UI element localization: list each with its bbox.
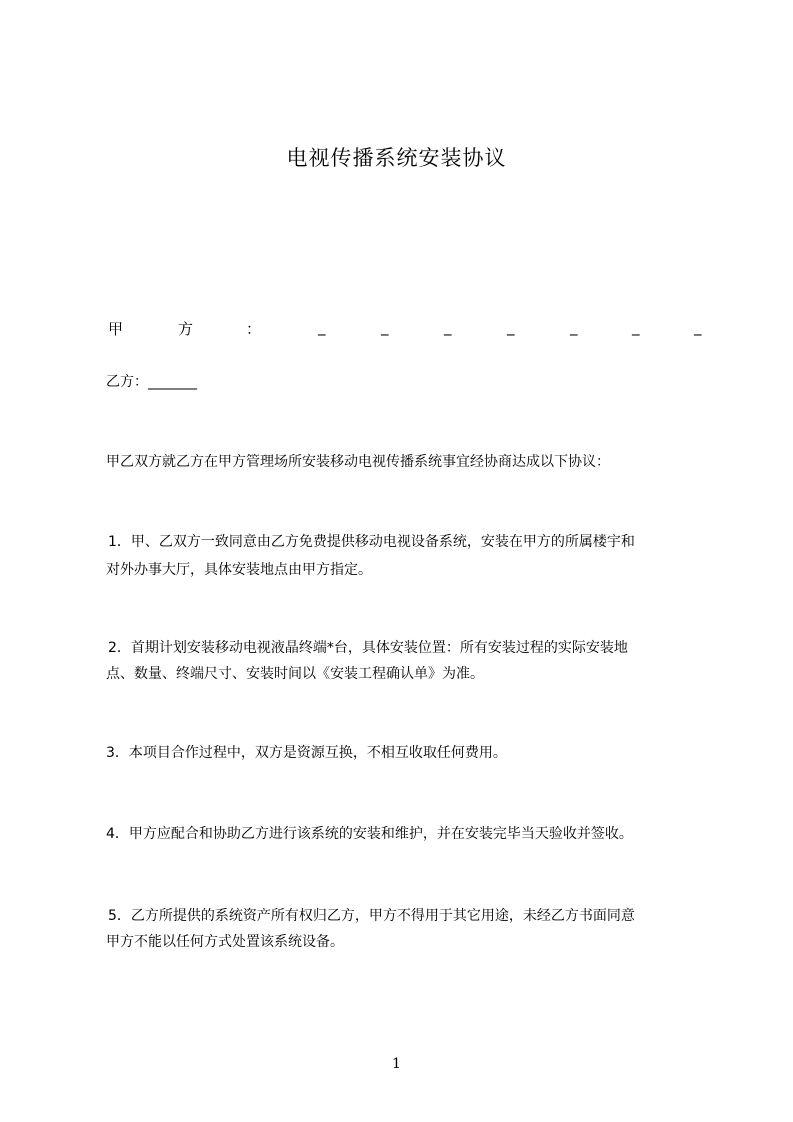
clause-2-line-1: 2．首期计划安装移动电视液晶终端*台，具体安装位置：所有安装过程的实际安装地: [108, 640, 628, 656]
party-a-line: [106, 318, 702, 342]
clause-1-line-2: 对外办事大厅，具体安装地点由甲方指定。: [106, 562, 372, 578]
party-b-line: 乙方：_______: [106, 374, 197, 390]
party-a-label-char: 方: [178, 320, 194, 338]
party-a-blank: _: [444, 318, 452, 336]
party-a-blank: _: [318, 318, 326, 336]
document-title: 电视传播系统安装协议: [286, 146, 507, 170]
clause-2-line-2: 点、数量、终端尺寸、安装时间以《安装工程确认单》为准。: [106, 666, 484, 682]
clause-5-line-2: 甲方不能以任何方式处置该系统设备。: [106, 934, 344, 950]
page-number: 1: [392, 1056, 401, 1072]
clause-4: 4．甲方应配合和协助乙方进行该系统的安装和维护，并在安装完毕当天验收并签收。: [106, 826, 633, 842]
clause-1-line-1: 1．甲、乙双方一致同意由乙方免费提供移动电视设备系统，安装在甲方的所属楼宇和: [108, 534, 635, 550]
party-a-blank: _: [694, 318, 702, 336]
party-a-blank: _: [632, 318, 640, 336]
intro-paragraph: 甲乙双方就乙方在甲方管理场所安装移动电视传播系统事宜经协商达成以下协议：: [106, 454, 610, 470]
party-a-blank: _: [507, 318, 515, 336]
party-a-blank: _: [381, 318, 389, 336]
clause-3: 3．本项目合作过程中，双方是资源互换，不相互收取任何费用。: [106, 745, 507, 761]
party-a-colon: ：: [246, 320, 262, 338]
party-a-blank: _: [570, 318, 578, 336]
clause-5-line-1: 5．乙方所提供的系统资产所有权归乙方，甲方不得用于其它用途，未经乙方书面同意: [108, 908, 635, 924]
party-a-label-char: 甲: [108, 320, 124, 338]
